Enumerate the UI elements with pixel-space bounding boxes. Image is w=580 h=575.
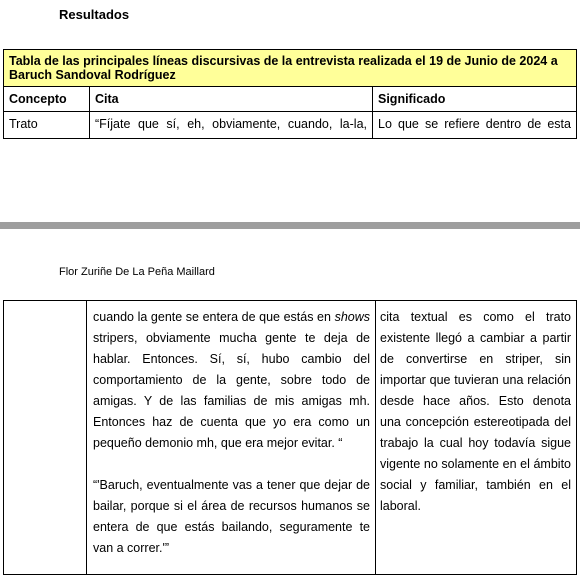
results-table	[3, 49, 577, 139]
cell-cita: “Fíjate que sí, eh, obviamente, cuando, la-la,	[90, 112, 373, 139]
page-header-author: Flor Zuriñe De La Peña Maillard	[59, 266, 215, 278]
cell-concepto: Trato	[4, 112, 90, 139]
column-header-concepto: Concepto	[4, 87, 90, 112]
cell-significado: Lo que se refiere dentro de esta	[373, 112, 577, 139]
cell-cita-continued	[87, 301, 376, 575]
results-table-continued	[3, 300, 577, 575]
column-header-significado: Significado	[373, 87, 577, 112]
section-heading: Resultados	[59, 7, 130, 22]
table-row	[4, 112, 577, 139]
page-break	[0, 222, 580, 229]
cita-paragraph: “'Baruch, eventualmente vas a tener que dejar de bailar, porque si el área de recursos humanos se entera de que estás bailando, seguramente te van a correr.'”	[93, 478, 370, 555]
significado-paragraph: cita textual es como el trato existente llegó a cambiar a partir de convertirse en striper, sin importar que tuvieran una relación desde hace años. Esto denota una concepción estereotipada del trabajo la cual hoy todavía sigue vigente no solamente en el ámbito social y familiar, también en el laboral.	[380, 310, 571, 513]
table-caption: Tabla de las principales líneas discursivas de la entrevista realizada el 19 de Junio de 2024 a Baruch Sandoval Rodríguez	[4, 50, 577, 87]
cell-concepto-empty	[4, 301, 87, 575]
cita-paragraph: cuando la gente se entera de que estás en shows stripers, obviamente mucha gente te deja de hablar. Entonces. Sí, sí, hubo cambio del comportamiento de la gente, sobre todo de amigas. Y de las familias de mis amigas mh. Entonces haz de cuenta que yo era como un pequeño demonio mh, que era mejor evitar. “	[93, 310, 370, 450]
column-header-cita: Cita	[90, 87, 373, 112]
cell-significado-continued	[376, 301, 577, 575]
table-header-row	[4, 87, 577, 112]
table-row	[4, 301, 577, 575]
